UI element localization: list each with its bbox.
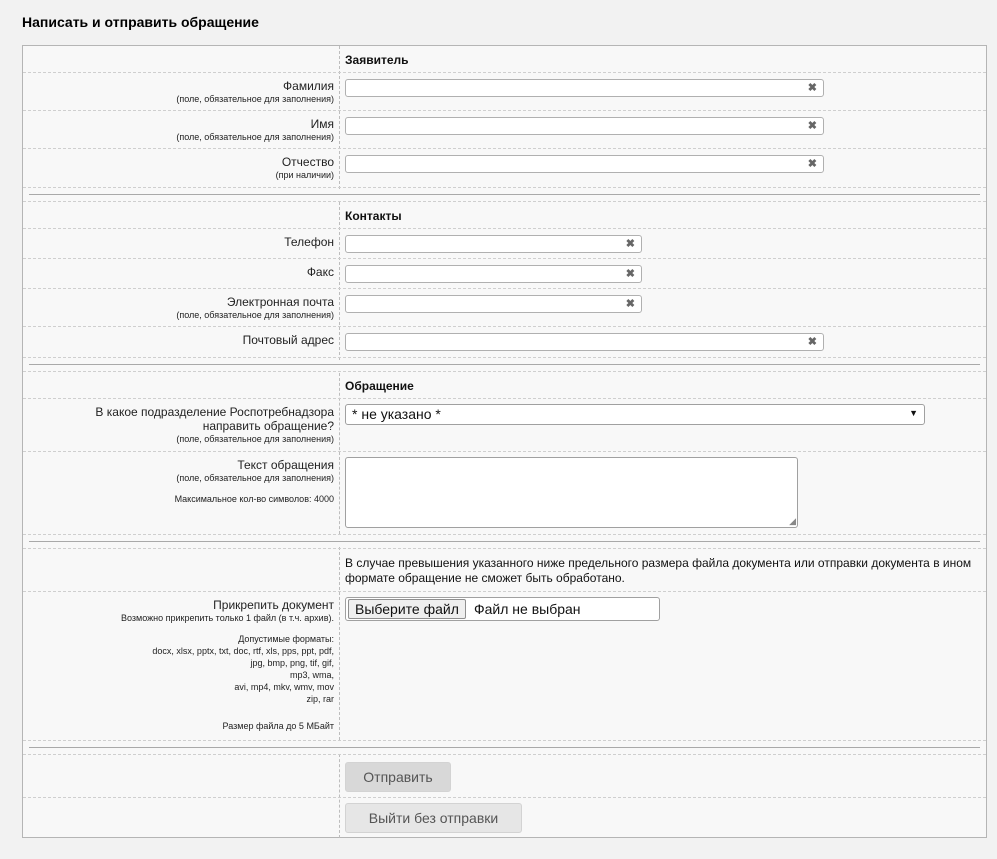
phone-label-group [23, 235, 334, 249]
divider [23, 371, 986, 372]
email-input[interactable] [346, 296, 627, 312]
formats-line: jpg, bmp, png, tif, gif, [250, 658, 334, 668]
appeal-text-label-group [23, 458, 334, 505]
department-required-note: (поле, обязательное для заполнения) [176, 434, 334, 444]
department-label-line2: направить обращение? [202, 419, 334, 433]
fax-label: Факс [306, 265, 334, 279]
divider [23, 228, 986, 229]
clear-icon[interactable]: ✖ [807, 158, 817, 170]
formats-line: docx, xlsx, pptx, txt, doc, rtf, xls, pps, ppt, pdf, [152, 646, 334, 656]
divider [23, 451, 986, 452]
attachment-label: Прикрепить документ [213, 598, 334, 612]
submit-button[interactable]: Отправить [345, 762, 451, 792]
divider [23, 258, 986, 259]
column-divider [339, 46, 340, 189]
department-selected-value: * не указано * [352, 406, 441, 422]
patronymic-label-group [23, 155, 334, 181]
patronymic-label: Отчество [281, 155, 334, 169]
choose-file-button[interactable]: Выберите файл [348, 599, 466, 619]
phone-field[interactable] [345, 235, 642, 253]
clear-icon[interactable]: ✖ [807, 82, 817, 94]
dropdown-arrow-icon: ▼ [909, 408, 918, 418]
section-separator [29, 747, 980, 748]
divider [23, 754, 986, 755]
file-input[interactable] [345, 597, 660, 621]
file-size-limit: Размер файла до 5 МБайт [222, 721, 334, 731]
phone-input[interactable] [346, 236, 627, 252]
email-label-group [23, 295, 334, 321]
postal-address-label: Почтовый адрес [242, 333, 334, 347]
section-separator [29, 194, 980, 195]
surname-label: Фамилия [283, 79, 334, 93]
surname-input[interactable] [346, 80, 809, 96]
divider [23, 201, 986, 202]
column-divider [339, 754, 340, 838]
divider [23, 148, 986, 149]
fax-field[interactable] [345, 265, 642, 283]
appeal-text-area[interactable] [345, 457, 798, 528]
email-label: Электронная почта [226, 295, 334, 309]
appeal-text-label: Текст обращения [237, 458, 334, 472]
divider [23, 326, 986, 327]
section-separator [29, 541, 980, 542]
appeal-form [22, 45, 987, 838]
divider [23, 72, 986, 73]
patronymic-field[interactable] [345, 155, 824, 173]
divider [23, 740, 986, 741]
divider [23, 357, 986, 358]
section-appeal-heading: Обращение [345, 379, 414, 393]
clear-icon[interactable]: ✖ [625, 238, 635, 250]
exit-without-sending-button[interactable]: Выйти без отправки [345, 803, 522, 833]
email-field[interactable] [345, 295, 642, 313]
patronymic-input[interactable] [346, 156, 809, 172]
name-required-note: (поле, обязательное для заполнения) [176, 132, 334, 142]
divider [23, 591, 986, 592]
formats-line: avi, mp4, mkv, wmv, mov [234, 682, 334, 692]
postal-address-field[interactable] [345, 333, 824, 351]
divider [23, 288, 986, 289]
column-divider [339, 202, 340, 360]
clear-icon[interactable]: ✖ [625, 298, 635, 310]
divider [23, 797, 986, 798]
section-applicant-heading: Заявитель [345, 53, 409, 67]
department-label-group [23, 405, 334, 445]
max-chars-note: Максимальное кол-во символов: 4000 [174, 494, 334, 504]
department-select[interactable] [345, 404, 925, 425]
divider [23, 534, 986, 535]
formats-title: Допустимые форматы: [238, 634, 334, 644]
file-size-warning: В случае превышения указанного ниже предельного размера файла документа или отправки документа в ином формате обращение не сможет быть обработано. [345, 556, 972, 585]
surname-field[interactable] [345, 79, 824, 97]
attachment-note: Возможно прикрепить только 1 файл (в т.ч. архив). [120, 613, 334, 623]
clear-icon[interactable]: ✖ [807, 120, 817, 132]
divider [23, 548, 986, 549]
name-field[interactable] [345, 117, 824, 135]
postal-address-input[interactable] [346, 334, 809, 350]
resize-handle-icon[interactable]: ◢ [789, 516, 796, 526]
name-input[interactable] [346, 118, 809, 134]
email-required-note: (поле, обязательное для заполнения) [176, 310, 334, 320]
attachment-label-group [23, 598, 334, 732]
divider [23, 187, 986, 188]
postal-label-group [23, 333, 334, 347]
patronymic-note: (при наличии) [275, 170, 334, 180]
clear-icon[interactable]: ✖ [807, 336, 817, 348]
name-label-group [23, 117, 334, 143]
divider [23, 398, 986, 399]
phone-label: Телефон [284, 235, 334, 249]
name-label: Имя [310, 117, 334, 131]
fax-label-group [23, 265, 334, 279]
column-divider [339, 547, 340, 740]
formats-line: mp3, wma, [289, 670, 334, 680]
department-label-line1: В какое подразделение Роспотребнадзора [95, 405, 334, 419]
formats-line: zip, rar [306, 694, 334, 704]
page-title: Написать и отправить обращение [22, 14, 259, 30]
file-status: Файл не выбран [474, 601, 581, 617]
divider [23, 110, 986, 111]
section-separator [29, 364, 980, 365]
section-contacts-heading: Контакты [345, 209, 402, 223]
clear-icon[interactable]: ✖ [625, 268, 635, 280]
appeal-text-required-note: (поле, обязательное для заполнения) [176, 473, 334, 483]
surname-required-note: (поле, обязательное для заполнения) [176, 94, 334, 104]
surname-label-group [23, 79, 334, 105]
fax-input[interactable] [346, 266, 627, 282]
